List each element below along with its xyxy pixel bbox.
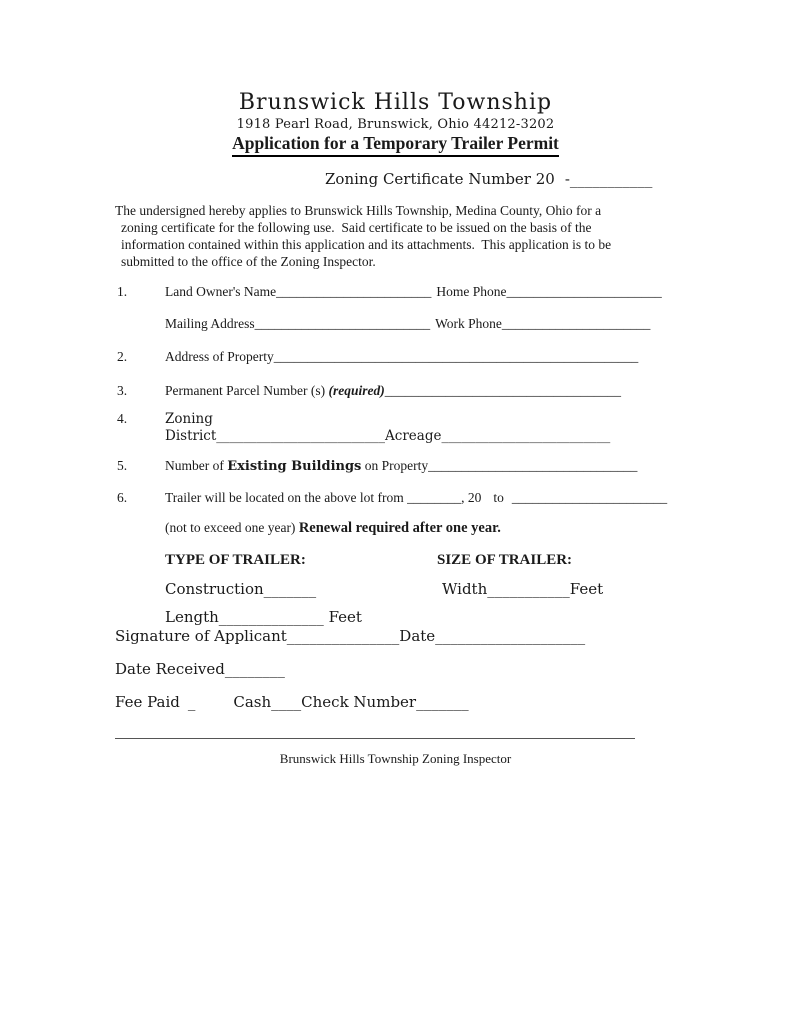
item-6-note-row [165, 520, 501, 537]
certificate-number-blank[interactable]: ___________ [569, 170, 653, 188]
zoning-inspector-caption: Brunswick Hills Township Zoning Inspector [279, 751, 512, 766]
signature-rule [115, 738, 635, 739]
certificate-number-line [325, 170, 652, 188]
item-1-mailing-row [165, 316, 650, 332]
length-unit-label: Feet [323, 608, 362, 626]
certificate-number-label: Zoning Certificate Number 20 [325, 170, 555, 188]
home-phone-label: Home Phone [436, 284, 507, 299]
signature-row [115, 627, 585, 645]
date-received-row [115, 660, 285, 678]
fee-paid-blank[interactable]: _ [187, 693, 196, 711]
intro-line-1: The undersigned hereby applies to Brunswick Hills Township, Medina County, Ohio for a [115, 203, 602, 218]
check-number-label: Check Number [301, 693, 417, 711]
existing-buildings-blank[interactable]: _______________________________ [428, 458, 638, 473]
item-2-number: 2. [117, 349, 128, 364]
width-unit-label: Feet [569, 580, 604, 598]
existing-buildings-prefix: Number of [165, 458, 228, 473]
item-4-number: 4. [117, 411, 128, 426]
signature-label: Signature of Applicant [115, 627, 287, 645]
trailer-from-blank[interactable]: ________ [407, 490, 462, 505]
fee-paid-row [115, 693, 469, 711]
length-label: Length [165, 608, 219, 626]
existing-buildings-suffix: on Property [361, 458, 429, 473]
length-row [165, 608, 362, 626]
parcel-required-label: (required) [328, 383, 385, 398]
item-4-row [165, 428, 610, 444]
land-owners-name-label: Land Owner's Name [165, 284, 277, 299]
work-phone-label: Work Phone [435, 316, 502, 331]
width-label: Width [442, 580, 488, 598]
fee-paid-label: Fee Paid [115, 693, 180, 711]
parcel-number-label: Permanent Parcel Number (s) [165, 383, 329, 398]
form-title-row [0, 133, 791, 157]
construction-row [165, 580, 316, 598]
intro-line-2: zoning certificate for the following use. Said certificate to be issued on the basis of the [121, 220, 592, 235]
item-5-row [165, 458, 637, 474]
size-of-trailer-heading: SIZE OF TRAILER: [437, 552, 573, 568]
existing-buildings-bold: Existing Buildings [227, 459, 362, 474]
construction-label: Construction [165, 580, 264, 598]
address-of-property-blank[interactable]: ______________________________________________________ [273, 349, 639, 364]
acreage-label: Acreage [385, 428, 442, 444]
signature-blank[interactable]: _______________ [286, 627, 400, 645]
signature-date-label: Date [399, 627, 436, 645]
item-1-owner-row [165, 284, 662, 300]
cash-blank[interactable]: ____ [271, 693, 302, 711]
item-1-number: 1. [117, 284, 128, 299]
check-number-blank[interactable]: _______ [416, 693, 469, 711]
cash-label: Cash [233, 693, 272, 711]
district-blank[interactable]: _________________________ [216, 428, 386, 444]
length-blank[interactable]: ______________ [218, 608, 324, 626]
mailing-address-blank[interactable]: __________________________ [254, 316, 431, 331]
form-title: Application for a Temporary Trailer Permit [232, 133, 559, 157]
item-3-row [165, 383, 621, 399]
renewal-required-note: Renewal required after one year. [298, 520, 501, 536]
trailer-location-prefix: Trailer will be located on the above lot from [165, 490, 408, 505]
construction-blank[interactable]: _______ [263, 580, 317, 598]
parcel-number-blank[interactable]: ___________________________________ [384, 383, 621, 398]
date-received-blank[interactable]: ________ [224, 660, 285, 678]
date-received-label: Date Received [115, 660, 225, 678]
zoning-heading: Zoning [165, 411, 213, 427]
intro-line-4: submitted to the office of the Zoning Inspector. [121, 254, 376, 269]
district-label: District [165, 428, 217, 444]
address-of-property-label: Address of Property [165, 349, 274, 364]
item-6-number: 6. [117, 490, 128, 505]
type-of-trailer-heading: TYPE OF TRAILER: [165, 552, 306, 568]
intro-line-3: information contained within this application and its attachments. This application is to be [121, 237, 612, 252]
width-blank[interactable]: ___________ [487, 580, 570, 598]
trailer-to-label: to [493, 490, 504, 505]
acreage-blank[interactable]: _________________________ [441, 428, 611, 444]
org-address: 1918 Pearl Road, Brunswick, Ohio 44212-3202 [236, 117, 555, 132]
intro-paragraph [115, 202, 611, 270]
not-exceed-note: (not to exceed one year) [165, 520, 299, 535]
mailing-address-label: Mailing Address [165, 316, 255, 331]
item-3-number: 3. [117, 383, 128, 398]
trailer-to-blank[interactable]: _______________________ [511, 490, 668, 505]
signature-date-blank[interactable]: ____________________ [435, 627, 586, 645]
item-6-row [165, 490, 667, 506]
certificate-dash: - [564, 170, 570, 188]
org-name: Brunswick Hills Township [238, 90, 553, 115]
trailer-year-label: , 20 [461, 490, 482, 505]
width-row [442, 580, 603, 598]
item-5-number: 5. [117, 458, 128, 473]
item-2-row [165, 349, 638, 365]
home-phone-blank[interactable]: _______________________ [506, 284, 662, 299]
land-owners-name-blank[interactable]: _______________________ [276, 284, 432, 299]
work-phone-blank[interactable]: ______________________ [501, 316, 651, 331]
